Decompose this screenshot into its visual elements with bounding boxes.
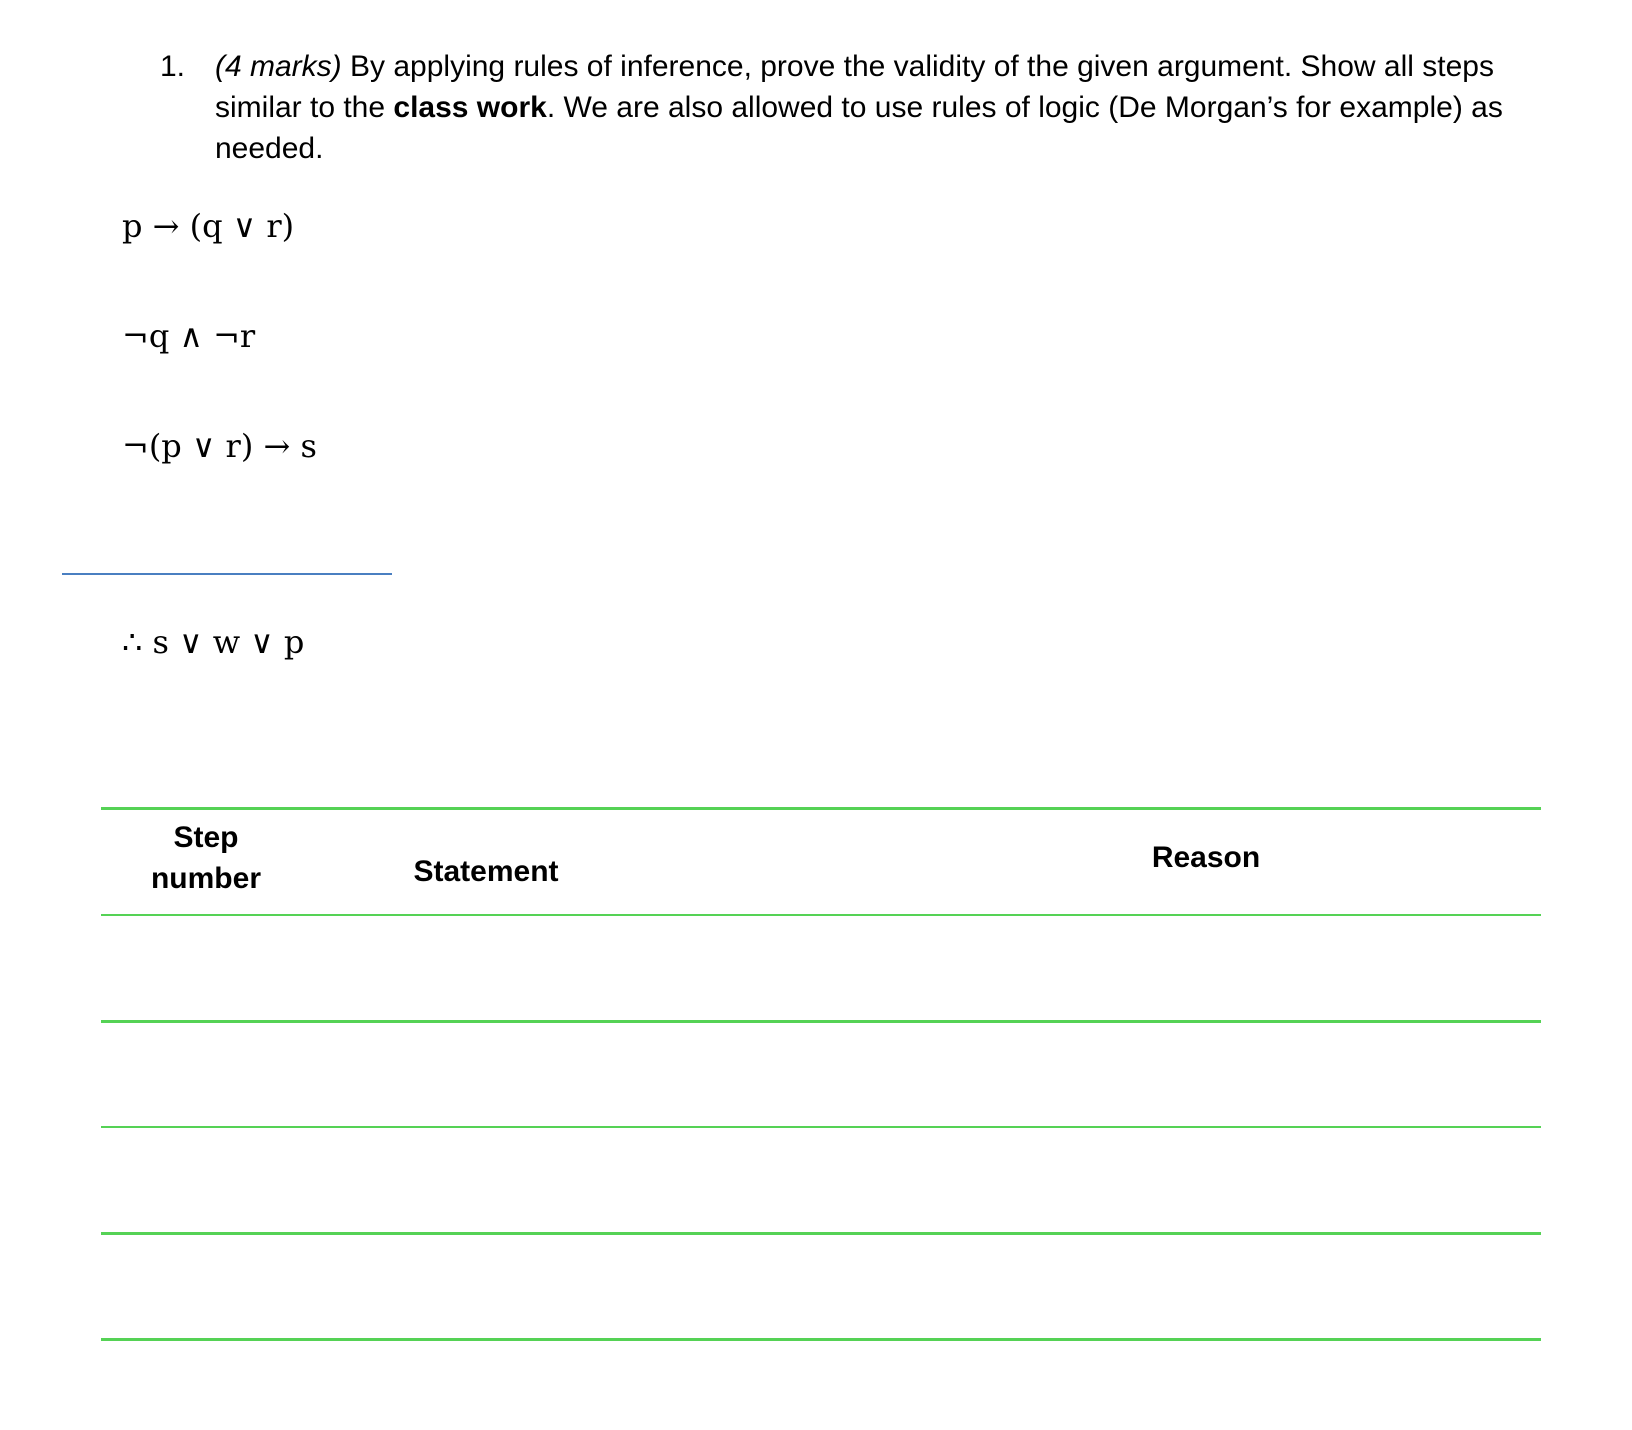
question-text: [215, 46, 1520, 169]
question-text-part1: By applying rules of inference, prove the validity of the given argument. Show all steps similar to the: [215, 50, 1494, 124]
table-row-rule: [101, 1020, 1541, 1023]
table-header-rule: [101, 914, 1541, 916]
premise-3: ¬(p ∨ r) → s: [122, 427, 317, 465]
conclusion: ∴ s ∨ w ∨ p: [122, 623, 305, 661]
table-row-rule: [101, 1126, 1541, 1128]
question-block: [160, 46, 1520, 169]
argument-separator-line: [62, 573, 392, 575]
premise-2: ¬q ∧ ¬r: [122, 317, 256, 355]
table-row-rule: [101, 1232, 1541, 1235]
table-top-rule: [101, 807, 1541, 810]
question-number: 1.: [160, 50, 186, 83]
table-bottom-rule: [101, 1338, 1541, 1341]
header-step-line2: number: [150, 862, 261, 895]
question-bold-phrase: class work: [393, 91, 547, 124]
question-marks: (4 marks): [215, 50, 342, 83]
header-statement: Statement: [413, 855, 559, 888]
header-reason: Reason: [1151, 841, 1261, 874]
question-text-part2: . We are also allowed to use rules of logic (De Morgan’s for example) as needed.: [215, 91, 1503, 165]
premise-1: p → (q ∨ r): [122, 207, 295, 245]
header-step-number: [131, 817, 281, 899]
header-step-line1: Step: [173, 821, 239, 854]
